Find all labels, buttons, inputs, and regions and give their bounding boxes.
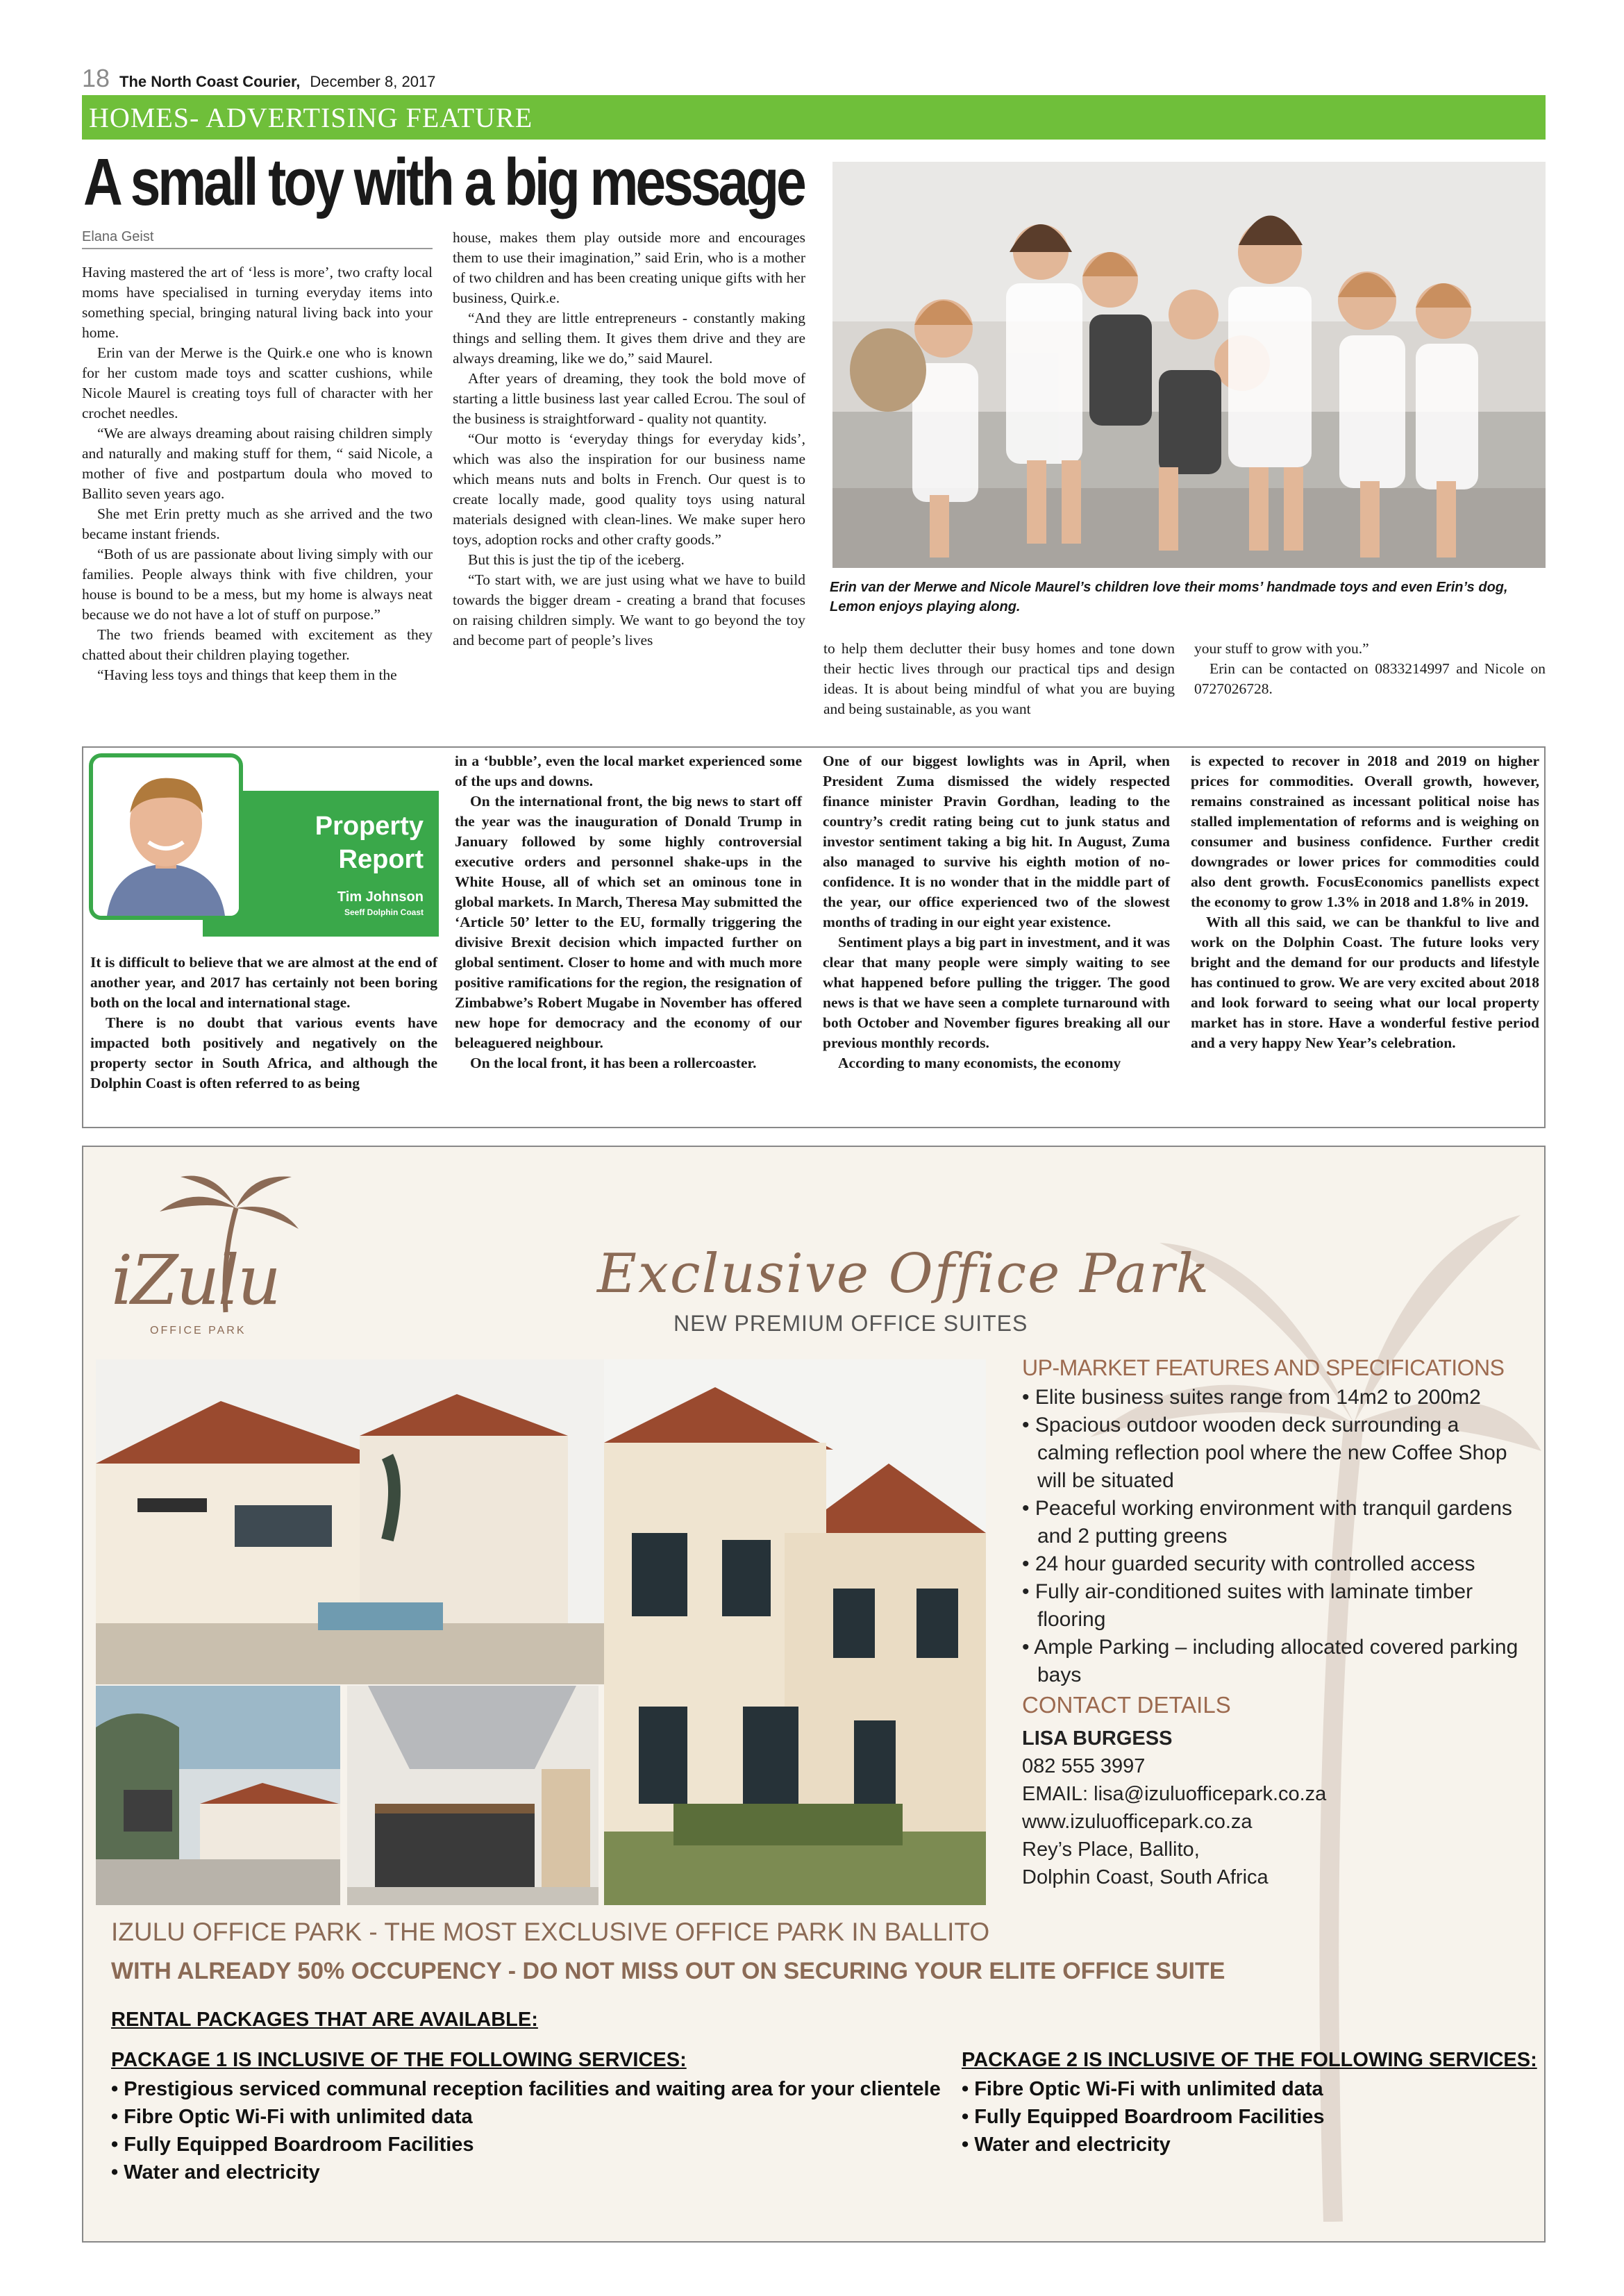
paragraph: in a ‘bubble’, even the local market experienced some of the ups and downs.	[455, 753, 802, 789]
report-column-2	[455, 751, 802, 1073]
report-column-4	[1191, 751, 1539, 1053]
paragraph: your stuff to grow with you.”	[1194, 640, 1369, 657]
advert-headline: Exclusive Office Park	[597, 1243, 1211, 1305]
paragraph: “To start with, we are just using what we have to build towards the bigger dream - creating a brand that focuses on raising children simply. We want to go beyond the toy and become part of people’s lives	[453, 571, 805, 648]
entrance-photo	[96, 1686, 340, 1905]
package-item: • Fibre Optic Wi-Fi with unlimited data	[111, 2103, 951, 2131]
contact-title: CONTACT DETAILS	[1022, 1692, 1231, 1718]
package-2	[962, 2046, 1538, 2159]
package-item: • Fibre Optic Wi-Fi with unlimited data	[962, 2075, 1538, 2103]
photo-caption: Erin van der Merwe and Nicole Maurel’s children love their moms’ handmade toys and even Erin’s dog, Lemon enjoys playing along.	[830, 580, 1508, 614]
paragraph: “Our motto is ‘everyday things for everyday kids’, which was also the inspiration for our business name which means nuts and bolts in French. Our quest is to create locally made, good quality toys using natural materials designed with clean-lines. We make super hero toys, adoption rocks and other crafty goods.”	[453, 430, 805, 548]
paragraph: house, makes them play outside more and encourages them to use their imagination,” said Erin, who is a mother of two children and has been creating unique gifts with her business, Quirk.e.	[453, 229, 805, 306]
advert-subhead: NEW PREMIUM OFFICE SUITES	[673, 1311, 1028, 1336]
report-column-1	[90, 953, 437, 1093]
advert-occupancy-line: WITH ALREADY 50% OCCUPENCY - DO NOT MISS OUT ON SECURING YOUR ELITE OFFICE SUITE	[111, 1958, 1225, 1984]
paragraph: After years of dreaming, they took the bold move of starting a little business last year called Ecrou. The soul of the business is straightforward - quality not quantity.	[453, 370, 805, 427]
paragraph: Sentiment plays a big part in investment, and it was clear that many people were simply waiting to see what happened before pulling the trigger. The good news is that we have seen a complete turnaround with both October and November figures breaking all our previous monthly records.	[823, 934, 1170, 1051]
izulu-logo	[104, 1173, 326, 1354]
article-byline: Elana Geist	[82, 229, 433, 249]
article-column-1	[82, 262, 433, 685]
report-column-3	[823, 751, 1170, 1073]
paragraph: There is no doubt that various events have impacted both positively and negatively on the property sector in South Africa, and although the Dolphin Coast is often referred to as being	[90, 1014, 437, 1091]
paragraph: According to many economists, the economy	[838, 1055, 1121, 1071]
paragraph: The two friends beamed with excitement as they chatted about their children playing together.	[82, 626, 433, 663]
article-headline: A small toy with a big message	[83, 145, 804, 219]
paragraph: On the international front, the big news to start off the year was the inauguration of Donald Trump in January followed by some highly controversial executive orders and personnel shake-ups in the White House, all of which set an ominous tone in global markets. In March, Theresa May submitted the ‘Article 50’ letter to the EU, formally triggering the divisive Brexit decision which impacted further on global sentiment. Closer to home and with much more positive ramifications for the region, the resignation of Zimbabwe’s Robert Mugabe in November has offered new hope for democracy and the economy of our beleaguered neighbour.	[455, 793, 802, 1051]
contact-phone: 082 555 3997	[1022, 1755, 1146, 1777]
feature-item: • Peaceful working environment with tranquil gardens and 2 putting greens	[1022, 1495, 1536, 1550]
family-photo	[832, 162, 1546, 568]
report-title-line1: Property	[315, 812, 424, 841]
paragraph: “Having less toys and things that keep them in the	[97, 667, 397, 683]
package-2-title: PACKAGE 2 IS INCLUSIVE OF THE FOLLOWING SERVICES:	[962, 2049, 1537, 2071]
logo-wordmark: iZulu	[111, 1241, 280, 1321]
article-column-4	[1194, 639, 1546, 699]
report-title-line2: Report	[338, 845, 424, 874]
features-block	[1022, 1355, 1536, 1689]
paragraph: is expected to recover in 2018 and 2019 on higher prices for commodities. Overall growth, however, remains constrained as incessant political noise has stalled implementation of reforms and is weighing on consumer and business confidence. Further credit downgrades or lower prices for commodities could also dent growth. FocusEconomics panellists expect the economy to grow 1.3% in 2018 and 1.8% in 2019.	[1191, 753, 1539, 910]
package-item: • Water and electricity	[111, 2159, 951, 2186]
author-photo	[89, 753, 243, 920]
paragraph: She met Erin pretty much as she arrived and the two became instant friends.	[82, 505, 433, 542]
feature-item: • Ample Parking – including allocated covered parking bays	[1022, 1634, 1536, 1689]
package-item: • Fully Equipped Boardroom Facilities	[111, 2131, 951, 2159]
rental-packages-heading: RENTAL PACKAGES THAT ARE AVAILABLE:	[111, 2009, 538, 2031]
paragraph: But this is just the tip of the iceberg.	[468, 551, 685, 568]
page-number: 18	[82, 64, 110, 92]
package-1-list	[111, 2075, 951, 2186]
reception-photo	[347, 1686, 598, 1905]
package-1-title: PACKAGE 1 IS INCLUSIVE OF THE FOLLOWING SERVICES:	[111, 2049, 687, 2071]
article-column-2	[453, 228, 805, 651]
features-list	[1022, 1384, 1536, 1689]
contact-address-line1: Rey’s Place, Ballito,	[1022, 1838, 1200, 1861]
report-company: Seeff Dolphin Coast	[344, 907, 424, 917]
paragraph: “Both of us are passionate about living simply with our families. People always think with five children, your house is bound to be a mess, but my home is always neat because we do not have a lot of stuff on purpose.”	[82, 546, 433, 623]
page-folio	[82, 64, 435, 94]
section-bar	[82, 95, 1546, 140]
article-column-3	[823, 639, 1175, 719]
contact-address-line2: Dolphin Coast, South Africa	[1022, 1866, 1269, 1888]
contact-name: LISA BURGESS	[1022, 1727, 1173, 1750]
building-photo	[604, 1359, 986, 1905]
package-item: • Fully Equipped Boardroom Facilities	[962, 2103, 1538, 2131]
publication-name: The North Coast Courier,	[119, 73, 301, 90]
feature-item: • 24 hour guarded security with controlled access	[1022, 1550, 1536, 1578]
paragraph: “And they are little entrepreneurs - constantly making things and selling them. It gives them drive and they are always dreaming, like we do,” said Maurel.	[453, 310, 805, 367]
paragraph: It is difficult to believe that we are almost at the end of another year, and 2017 has certainly not been boring both on the local and international stage.	[90, 954, 437, 1011]
contact-block	[1022, 1691, 1536, 1891]
features-title: UP-MARKET FEATURES AND SPECIFICATIONS	[1022, 1355, 1505, 1380]
paragraph: Erin can be contacted on 0833214997 and Nicole on 0727026728.	[1194, 660, 1546, 697]
package-1	[111, 2046, 951, 2186]
contact-website: www.izuluofficepark.co.za	[1022, 1811, 1253, 1833]
paragraph: One of our biggest lowlights was in April, when President Zuma dismissed the widely respected finance minister Pravin Gordhan, leading to the country’s credit rating being cut to junk status and investor sentiment taking a big hit. In August, Zuma also managed to survive his eighth motion of no-confidence. It is no wonder that in the middle part of the year, our office experienced two of the slowest months of trading in our eight year existence.	[823, 753, 1170, 930]
section-label: HOMES- ADVERTISING FEATURE	[89, 102, 533, 133]
package-item: • Water and electricity	[962, 2131, 1538, 2159]
feature-item: • Fully air-conditioned suites with laminate timber flooring	[1022, 1578, 1536, 1634]
paragraph: to help them declutter their busy homes and tone down their hectic lives through our practical tips and design ideas. It is about being mindful of what you are buying and being sustainable, as you want	[823, 640, 1175, 717]
paragraph: Erin van der Merwe is the Quirk.e one who is known for her custom made toys and scatter cushions, while Nicole Maurel is creating toys full of character with her crochet needles.	[82, 344, 433, 421]
feature-item: • Spacious outdoor wooden deck surrounding a calming reflection pool where the new Coffee Shop will be situated	[1022, 1411, 1536, 1495]
paragraph: Having mastered the art of ‘less is more’, two crafty local moms have specialised in turning everyday items into something special, bringing natural living back into your home.	[82, 264, 433, 341]
contact-email: EMAIL: lisa@izuluofficepark.co.za	[1022, 1783, 1327, 1805]
paragraph: “We are always dreaming about raising children simply and naturally and making stuff for them, “ said Nicole, a mother of five and postpartum doula who moved to Ballito seven years ago.	[82, 425, 433, 502]
logo-subtitle: OFFICE PARK	[150, 1325, 246, 1336]
feature-item: • Elite business suites range from 14m2 to 200m2	[1022, 1384, 1536, 1411]
publication-date: December 8, 2017	[310, 73, 436, 90]
advert-tagline: IZULU OFFICE PARK - THE MOST EXCLUSIVE OFFICE PARK IN BALLITO	[111, 1918, 990, 1946]
paragraph: On the local front, it has been a rollercoaster.	[470, 1055, 757, 1071]
package-item: • Prestigious serviced communal reception facilities and waiting area for your clientele	[111, 2075, 951, 2103]
report-author: Tim Johnson	[337, 889, 424, 905]
package-2-list	[962, 2075, 1538, 2159]
paragraph: With all this said, we can be thankful to live and work on the Dolphin Coast. The future looks very bright and the demand for our products and lifestyle has continued to grow. We are very excited about 2018 and look forward to seeing what our local property market has in store. Have a wonderful festive period and a very happy New Year’s celebration.	[1191, 914, 1539, 1051]
